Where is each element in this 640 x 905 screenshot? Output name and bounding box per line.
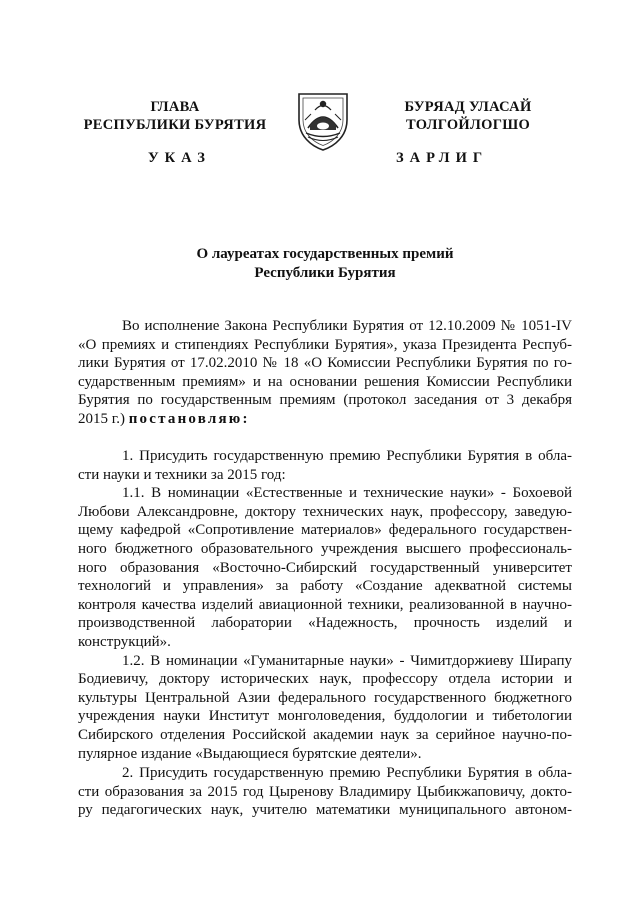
item-1-1-line: конструкций». — [78, 633, 171, 650]
item-1-2-line: 1.2. В номинации «Гуманитарные науки» - Чимитдоржиеву Ширапу — [122, 652, 572, 669]
resolution-colon: : — [242, 410, 248, 427]
header-right-line-1: БУРЯАД УЛАСАЙ — [404, 99, 532, 115]
preamble-line: Бурятия по государственным премиям (протокол заседания от 3 декабря — [78, 392, 572, 409]
preamble-line: «О премиях и стипендиях Республики Бурятия», указа Президента Респуб- — [78, 336, 572, 353]
header-right-line-2: ТОЛГОЙЛОГШО — [405, 117, 531, 133]
title-line-1: О лауреатах государственных премий — [196, 246, 454, 262]
item-1-2-line: Бодиевичу, доктору исторических наук, профессору отдела истории и — [78, 671, 572, 688]
item-1 — [78, 447, 572, 763]
item-1-1-line: Любови Александровне, доктору технических наук, профессору, заведую- — [78, 503, 572, 520]
item-1-1-line: контроля качества изделий авиационной техники, реализованной в научно- — [78, 596, 572, 613]
item-1-2-line: культуры Центральной Азии федерального государственного бюджетного — [78, 689, 572, 706]
document-title — [120, 245, 530, 283]
decree-label-left: УКАЗ — [148, 150, 211, 166]
item-1-1-line: производственной лаборатории «Надежность, прочность изделий и — [78, 615, 572, 632]
item-1-1-line: щему кафедрой «Сопротивление материалов» федерального государствен- — [78, 522, 572, 539]
preamble-line: Во исполнение Закона Республики Бурятия от 12.10.2009 № 1051-IV — [122, 318, 572, 334]
preamble-paragraph — [78, 317, 572, 429]
preamble-last-line — [78, 410, 572, 429]
item-1-1-line: технологий и управления» за работу «Создание адекватной системы — [78, 578, 572, 595]
item-1-2-line: учреждения науки Институт монголоведения, буддологии и тибетологии — [78, 708, 572, 725]
decree-label-right: ЗАРЛИГ — [396, 150, 489, 166]
coat-of-arms-icon — [293, 90, 353, 152]
item-2 — [78, 764, 572, 820]
preamble-line: лики Бурятия от 17.02.2010 № 18 «О Комиссии Республики Бурятия по го- — [78, 355, 572, 372]
item-1-line: 1. Присудить государственную премию Республики Бурятия в обла- — [122, 448, 572, 464]
title-line-2: Республики Бурятия — [254, 265, 396, 281]
item-1-1-line: ного образования «Восточно-Сибирский государственный университет — [78, 559, 572, 576]
item-1-1-line: 1.1. В номинации «Естественные и технические науки» - Бохоевой — [122, 485, 572, 502]
header-left-line-2: РЕСПУБЛИКИ БУРЯТИЯ — [83, 117, 267, 133]
item-1-2-line: Сибирского отделения Российской академии наук за серийное научно-по- — [78, 726, 572, 743]
header-left — [80, 98, 270, 134]
item-2-line: ру педагогических наук, учителю математики муниципального автоном- — [78, 802, 572, 819]
item-1-line: сти науки и техники за 2015 год: — [78, 466, 286, 483]
preamble-year: 2015 г.) — [78, 410, 125, 427]
header-right — [370, 98, 566, 134]
item-2-line: 2. Присудить государственную премию Республики Бурятия в обла- — [122, 765, 572, 781]
header-left-line-1: ГЛАВА — [150, 99, 200, 115]
item-1-1-line: ного бюджетного образовательного учреждения высшего профессиональ- — [78, 540, 572, 557]
preamble-line: сударственным премиям» и на основании решения Комиссии Республики — [78, 373, 572, 390]
item-2-line: сти образования за 2015 год Цыренову Владимиру Цыбикжаповичу, докто- — [78, 783, 572, 800]
resolution-keyword: постановляю — [128, 410, 243, 427]
item-1-2-line: пулярное издание «Выдающиеся бурятские деятели». — [78, 745, 422, 762]
